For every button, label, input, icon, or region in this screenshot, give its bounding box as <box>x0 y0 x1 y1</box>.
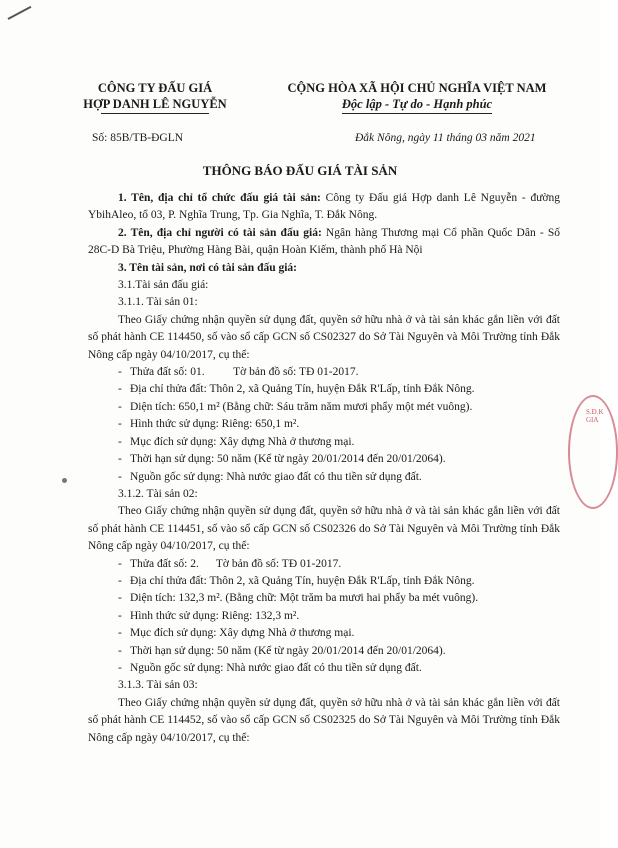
bullet-dash: - <box>118 435 122 448</box>
section-3-label: 3. Tên tài sản, nơi có tài sản đấu giá: <box>118 261 298 274</box>
stamp-text: S.Đ.K GIA <box>586 408 604 424</box>
asset-detail-item <box>88 556 560 573</box>
asset-detail-item <box>88 573 560 590</box>
org-underline <box>101 113 209 114</box>
asset-list <box>88 294 560 747</box>
org-name-line1: CÔNG TY ĐẤU GIÁ <box>97 81 213 95</box>
bullet-dash: - <box>118 557 122 570</box>
asset-detail-item <box>88 381 560 398</box>
asset-detail-text: Thửa đất số: 01. Tờ bản đồ số: TĐ 01-2017. <box>130 366 359 379</box>
document-number: Số: 85B/TB-ĐGLN <box>92 132 184 144</box>
section-1-text: Công ty Đấu giá Hợp danh Lê Nguyễn - đường YbihAleo, tổ 03, P. Nghĩa Trung, Tp. Gia Nghĩa, T. Đắk Nông. <box>88 192 561 222</box>
asset-detail-text: Thời hạn sử dụng: 50 năm (Kể từ ngày 20/01/2014 đến 20/01/2064). <box>130 644 446 657</box>
asset-heading: 3.1.3. Tài sản 03: <box>118 679 198 692</box>
asset-detail-text: Nguồn gốc sử dụng: Nhà nước giao đất có thu tiền sử dụng đất. <box>130 661 422 674</box>
bullet-dash: - <box>118 400 122 413</box>
section-2 <box>88 225 560 260</box>
document-title: THÔNG BÁO ĐẤU GIÁ TÀI SẢN <box>202 163 398 178</box>
bullet-dash: - <box>118 592 122 605</box>
asset-detail-text: Thời hạn sử dụng: 50 năm (Kể từ ngày 20/01/2014 đến 20/01/2064). <box>130 453 446 466</box>
asset-detail-item <box>88 364 560 381</box>
motto-underline <box>342 113 492 114</box>
section-3-1: 3.1.Tài sản đấu giá: <box>118 279 209 292</box>
asset-detail-item <box>88 469 560 486</box>
asset-detail-item <box>88 399 560 416</box>
bullet-dash: - <box>118 453 122 466</box>
bullet-dash: - <box>118 661 122 674</box>
section-2-text: Ngân hàng Thương mại Cổ phần Quốc Dân - Số 28C-D Bà Triệu, Phường Hàng Bài, quận Hoàn Kiếm, thành phố Hà Nội <box>88 226 560 257</box>
asset-detail-text: Mục đích sử dụng: Xây dựng Nhà ở thương mại. <box>130 435 355 448</box>
bullet-dash: - <box>118 609 122 622</box>
bullet-dash: - <box>118 644 122 657</box>
asset-detail-item <box>88 416 560 433</box>
bullet-dash: - <box>118 470 122 483</box>
asset-intro: Theo Giấy chứng nhận quyền sử dụng đất, quyền sở hữu nhà ở và tài sản khác gắn liền với đất số phát hành CE 114450, số vào sổ cấp GCN số CS02327 do Sở Tài Nguyên và Môi Trường tỉnh Đắk Nông cấp ngày 04/10/2017, cụ thể: <box>88 313 560 361</box>
asset-heading: 3.1.1. Tài sản 01: <box>118 296 198 309</box>
national-header <box>258 80 576 114</box>
asset-detail-item <box>88 608 560 625</box>
bullet-dash: - <box>118 383 122 396</box>
bullet-dash: - <box>118 627 122 640</box>
asset-intro: Theo Giấy chứng nhận quyền sử dụng đất, quyền sở hữu nhà ở và tài sản khác gắn liền với đất số phát hành CE 114451, số vào sổ cấp GCN số CS02326 do Sở Tài Nguyên và Môi Trường tỉnh Đắk Nông cấp ngày 04/10/2017, cụ thể: <box>88 505 560 553</box>
nation-name: CỘNG HÒA XÃ HỘI CHỦ NGHĨA VIỆT NAM <box>287 81 547 95</box>
asset-detail-item <box>88 643 560 660</box>
section-1-label: 1. Tên, địa chỉ tổ chức đấu giá tài sản: <box>118 192 321 204</box>
bullet-dash: - <box>118 574 122 587</box>
asset-detail-text: Diện tích: 650,1 m² (Bằng chữ: Sáu trăm năm mươi phẩy một mét vuông). <box>130 400 473 413</box>
asset-detail-text: Hình thức sử dụng: Riêng: 650,1 m². <box>130 418 300 431</box>
asset-detail-text: Địa chỉ thửa đất: Thôn 2, xã Quảng Tín, huyện Đắk R'Lấp, tỉnh Đắk Nông. <box>130 383 475 396</box>
bullet-dash: - <box>118 366 122 379</box>
asset-detail-text: Thửa đất số: 2. Tờ bản đồ số: TĐ 01-2017. <box>130 557 342 570</box>
asset-detail-item <box>88 590 560 607</box>
asset-intro: Theo Giấy chứng nhận quyền sử dụng đất, quyền sở hữu nhà ở và tài sản khác gắn liền với đất số phát hành CE 114452, số vào sổ cấp GCN số CS02325 do Sở Tài Nguyên và Môi Trường tỉnh Đắk Nông cấp ngày 04/10/2017, cụ thể: <box>88 696 560 744</box>
asset-detail-item <box>88 625 560 642</box>
bullet-dash: - <box>118 418 122 431</box>
asset-detail-text: Mục đích sử dụng: Xây dựng Nhà ở thương mại. <box>130 627 355 640</box>
asset-detail-item <box>88 660 560 677</box>
section-2-label: 2. Tên, địa chỉ người có tài sản đấu giá: <box>118 226 322 239</box>
section-1 <box>88 190 560 225</box>
document-date: Đắk Nông, ngày 11 tháng 03 năm 2021 <box>355 132 536 144</box>
asset-detail-text: Địa chỉ thửa đất: Thôn 2, xã Quảng Tín, huyện Đắk R'Lấp, tỉnh Đắk Nông. <box>130 574 475 587</box>
asset-detail-text: Hình thức sử dụng: Riêng: 132,3 m². <box>130 609 300 622</box>
asset-heading: 3.1.2. Tài sản 02: <box>118 487 198 500</box>
document-body <box>88 190 560 747</box>
national-motto: Độc lập - Tự do - Hạnh phúc <box>341 97 493 111</box>
pen-mark <box>8 6 32 20</box>
organization-header <box>80 80 230 114</box>
scan-speck <box>62 478 67 483</box>
asset-detail-text: Diện tích: 132,3 m². (Bằng chữ: Một trăm ba mươi hai phẩy ba mét vuông). <box>130 592 479 605</box>
asset-detail-item <box>88 434 560 451</box>
org-name-line2: HỢP DANH LÊ NGUYỄN <box>83 97 227 111</box>
asset-detail-item <box>88 451 560 468</box>
asset-detail-text: Nguồn gốc sử dụng: Nhà nước giao đất có thu tiền sử dụng đất. <box>130 470 422 483</box>
